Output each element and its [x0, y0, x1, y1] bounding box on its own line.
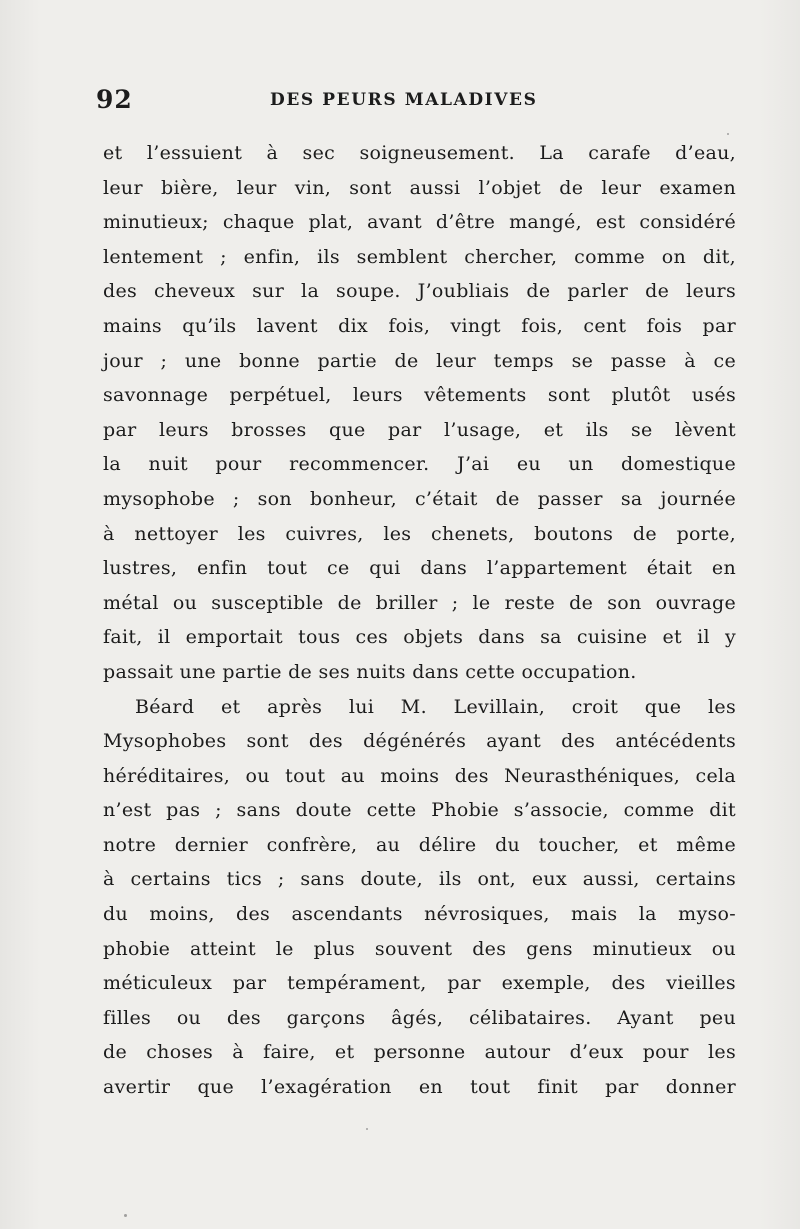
text-line: minutieux; chaque plat, avant d’être mangé, est considéré — [103, 211, 736, 234]
text-line: mysophobe ; son bonheur, c’était de passer sa journée — [103, 487, 736, 510]
page-header — [96, 85, 736, 115]
text-line: par leurs brosses que par l’usage, et ils se lèvent — [103, 418, 736, 441]
text-line: leur bière, leur vin, sont aussi l’objet de leur examen — [103, 176, 736, 199]
text-line: à nettoyer les cuivres, les chenets, boutons de porte, — [103, 522, 736, 545]
text-line: Mysophobes sont des dégénérés ayant des antécédents — [103, 730, 736, 753]
text-line: héréditaires, ou tout au moins des Neurasthéniques, cela — [103, 764, 736, 787]
text-line: de choses à faire, et personne autour d’eux pour les — [103, 1041, 736, 1064]
text-line: phobie atteint le plus souvent des gens minutieux ou — [103, 937, 736, 960]
page-number: 92 — [96, 85, 133, 114]
text-line: méticuleux par tempérament, par exemple, des vieilles — [103, 972, 736, 995]
running-title: DES PEURS MALADIVES — [270, 90, 538, 110]
text-line: à certains tics ; sans doute, ils ont, eux aussi, certains — [103, 868, 736, 891]
text-line-paragraph-start: Béard et après lui M. Levillain, croit que les — [135, 695, 736, 718]
text-line: passait une partie de ses nuits dans cette occupation. — [103, 660, 637, 683]
text-line: et l’essuient à sec soigneusement. La carafe d’eau, — [103, 142, 736, 164]
paper-speck — [366, 1128, 368, 1130]
text-line: filles ou des garçons âgés, célibataires. Ayant peu — [103, 1006, 736, 1029]
text-line: savonnage perpétuel, leurs vêtements sont plutôt usés — [103, 384, 736, 407]
text-line: n’est pas ; sans doute cette Phobie s’associe, comme dit — [103, 799, 736, 822]
text-line: avertir que l’exagération en tout finit par donner — [103, 1076, 736, 1099]
text-line: lustres, enfin tout ce qui dans l’appartement était en — [103, 557, 736, 580]
text-line: mains qu’ils lavent dix fois, vingt fois, cent fois par — [103, 314, 736, 337]
text-line: du moins, des ascendants névrosiques, mais la myso- — [103, 903, 736, 926]
paper-speck — [124, 1214, 127, 1217]
text-line: jour ; une bonne partie de leur temps se passe à ce — [103, 349, 736, 372]
paper-speck — [727, 133, 729, 135]
text-line: fait, il emportait tous ces objets dans sa cuisine et il y — [103, 626, 736, 649]
text-line: des cheveux sur la soupe. J’oubliais de parler de leurs — [103, 280, 736, 303]
text-line: lentement ; enfin, ils semblent chercher, comme on dit, — [103, 245, 736, 268]
body-text — [103, 136, 736, 1105]
text-line: la nuit pour recommencer. J’ai eu un domestique — [103, 453, 736, 476]
text-line: métal ou susceptible de briller ; le reste de son ouvrage — [103, 591, 736, 614]
text-line: notre dernier confrère, au délire du toucher, et même — [103, 833, 736, 856]
